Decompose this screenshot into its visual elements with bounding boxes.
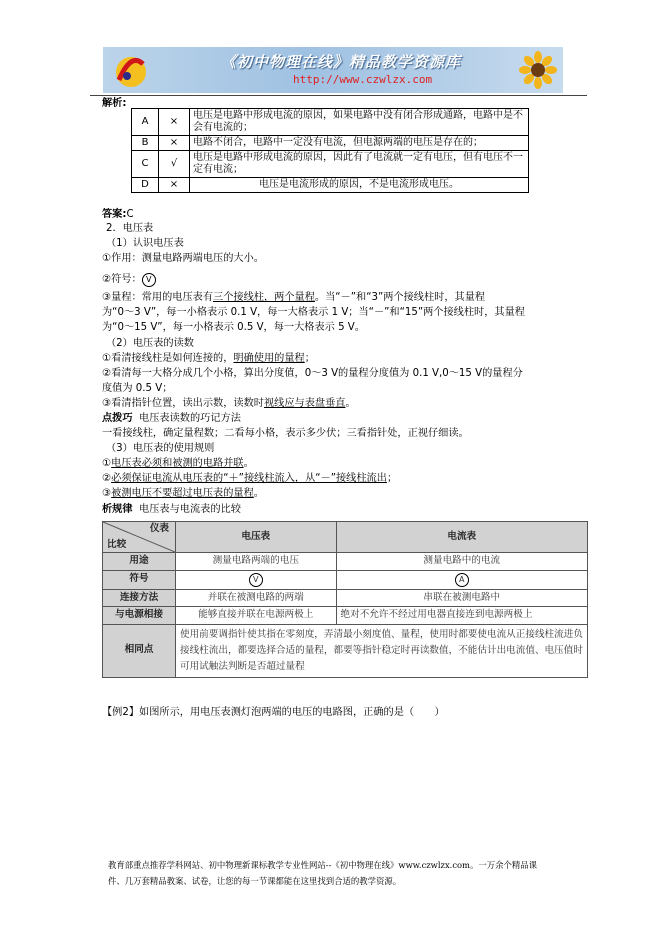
symbol-prefix: ②符号： [102, 274, 142, 285]
ammeter-cell [336, 570, 587, 589]
example-question: 【例2】如图所示，用电压表测灯泡两端的电压的电路图，正确的是（ ） [102, 707, 445, 718]
ammeter-symbol-icon: A [455, 573, 469, 587]
table-row [103, 570, 588, 589]
compare-heading [102, 503, 241, 516]
section-title: 2．电压表 [106, 223, 154, 234]
rule-line-1 [102, 457, 254, 470]
common-cell: 使用前要调指针使其指在零刻度，弄清最小刻度值、量程，使用时都要使电流从正接线柱流进负接线柱流出，都要选择合适的量程，都要等指针稳定时再读数值，不能估计出电流值、电压值时可用试触法判断是否超过量程 [176, 624, 588, 677]
option-cell: C [132, 151, 159, 178]
answer-label: 答案: [102, 209, 127, 220]
read-text: 。 [345, 398, 356, 409]
read-text: ③看清指针位置，读出示数，读数时 [102, 398, 264, 409]
corner-top-label: 仪表 [149, 523, 169, 534]
mark-cell: × [159, 178, 190, 193]
mark-cell: √ [159, 151, 190, 178]
header-divider [90, 95, 587, 96]
explanation-cell: 电压是电路中形成电流的原因，因此有了电流就一定有电压，但有电压不一定有电流； [190, 151, 529, 178]
subsection-2: （2）电压表的读数 [106, 338, 194, 349]
rule-line-3 [102, 487, 264, 500]
table-row [103, 624, 588, 677]
comparison-table [102, 521, 588, 678]
read-emphasis: 视线应与表盘垂直 [263, 398, 346, 409]
voltmeter-cell: 测量电路两端的电压 [176, 553, 337, 571]
table-header-row [103, 522, 588, 553]
table-row [132, 136, 529, 151]
rule-text: ① [102, 458, 112, 469]
option-cell: A [132, 109, 159, 136]
tip-title: 电压表读数的巧记方法 [139, 413, 241, 424]
table-row [103, 553, 588, 571]
voltmeter-cell: 并联在被测电路的两端 [176, 589, 337, 607]
range-text: ③量程：常用的电压表有 [102, 292, 214, 303]
table-row [132, 178, 529, 193]
answer-line [102, 208, 134, 221]
rule-line-2 [102, 472, 397, 485]
rule-emphasis: 必须保证电流从电压表的“＋”接线柱流入，从“－”接线柱流出 [111, 473, 387, 484]
banner-title: 《初中物理在线》精品教学资源库 [221, 53, 462, 71]
answer-value: C [126, 209, 134, 220]
subsection-1: （1）认识电压表 [106, 238, 184, 249]
range-line-3: 为“0～15 V”，每一小格表示 0.5 V，每一大格表示 5 V。 [102, 322, 365, 333]
corner-cell [103, 522, 176, 553]
range-line-1 [102, 291, 485, 304]
table-row [103, 607, 588, 625]
explanation-cell: 电压是电路中形成电流的原因，如果电路中没有闭合形成通路，电路中是不会有电流的； [190, 109, 529, 136]
read-line-4 [102, 397, 356, 410]
sunflower-icon [519, 51, 557, 89]
analysis-label: 解析: [102, 98, 127, 109]
symbol-line [102, 273, 156, 287]
read-text: ； [304, 353, 315, 364]
footer-line-1: 教育部重点推荐学科网站、初中物理新课标教学专业性网站--《初中物理在线》www.czwlzx.com。一万余个精品课 [108, 860, 538, 870]
ammeter-cell: 绝对不允许不经过用电器直接连到电源两极上 [336, 607, 587, 625]
header-banner [103, 47, 563, 93]
rule-text: 。 [253, 488, 264, 499]
option-cell: B [132, 136, 159, 151]
explanation-cell: 电压是电流形成的原因，不是电流形成电压。 [190, 178, 529, 193]
compare-title: 电压表与电流表的比较 [139, 504, 241, 515]
use-line: ①作用：测量电路两端电压的大小。 [102, 253, 264, 264]
read-emphasis: 明确使用的量程 [233, 353, 305, 364]
explanation-cell: 电路不闭合，电路中一定没有电流，但电源两端的电压是存在的； [190, 136, 529, 151]
ammeter-cell: 串联在被测电路中 [336, 589, 587, 607]
tip-label: 点拨巧 [102, 413, 133, 424]
rule-text: ② [102, 473, 112, 484]
range-line-2: 为“0～3 V”，每一小格表示 0.1 V，每一大格表示 1 V；当“－”和“15”两个接线柱时，其量程 [102, 307, 525, 318]
row-label: 连接方法 [103, 589, 176, 607]
read-text: ①看清接线柱是如何连接的， [102, 353, 234, 364]
range-emphasis: 三个接线柱，两个量程 [213, 292, 315, 303]
voltmeter-cell: 能够直接并联在电源两极上 [176, 607, 337, 625]
row-label: 与电源相接 [103, 607, 176, 625]
banner-url[interactable]: http://www.czwlzx.com [293, 73, 433, 86]
option-cell: D [132, 178, 159, 193]
row-label: 相同点 [103, 624, 176, 677]
footer [108, 857, 578, 889]
subsection-3: （3）电压表的使用规则 [106, 443, 215, 454]
compare-label: 析规律 [102, 504, 133, 515]
row-label: 用途 [103, 553, 176, 571]
rule-text: ③ [102, 488, 112, 499]
voltmeter-header: 电压表 [176, 522, 337, 553]
table-row [132, 109, 529, 136]
read-line-3: 度值为 0.5 V； [102, 383, 173, 394]
mark-cell: × [159, 109, 190, 136]
table-row [103, 589, 588, 607]
analysis-table [131, 108, 529, 193]
voltmeter-symbol-icon: V [142, 273, 156, 287]
read-line-1 [102, 352, 315, 365]
corner-bottom-label: 比较 [107, 538, 127, 550]
ammeter-header: 电流表 [336, 522, 587, 553]
rule-emphasis: 被测电压不要超过电压表的量程 [111, 488, 254, 499]
tip-heading [102, 412, 241, 425]
tip-text: 一看接线柱，确定量程数；二看每小格，表示多少伏；三看指针处，正视仔细读。 [102, 428, 469, 439]
read-line-2: ②看清每一大格分成几个小格，算出分度值，0～3 V的量程分度值为 0.1 V,0～15 V的量程分 [102, 368, 523, 379]
ball-logo-icon [111, 50, 151, 90]
range-text: 。当“－”和“3”两个接线柱时，其量程 [314, 292, 486, 303]
voltmeter-cell [176, 570, 337, 589]
table-row [132, 151, 529, 178]
voltmeter-symbol-icon: V [249, 573, 263, 587]
footer-line-2: 件、几万套精品教案、试卷，让您的每一节课都能在这里找到合适的教学资源。 [108, 876, 402, 886]
rule-text: 。 [243, 458, 254, 469]
mark-cell: × [159, 136, 190, 151]
row-label: 符号 [103, 570, 176, 589]
ammeter-cell: 测量电路中的电流 [336, 553, 587, 571]
rule-emphasis: 电压表必须和被测的电路并联 [111, 458, 244, 469]
rule-text: ； [386, 473, 398, 484]
